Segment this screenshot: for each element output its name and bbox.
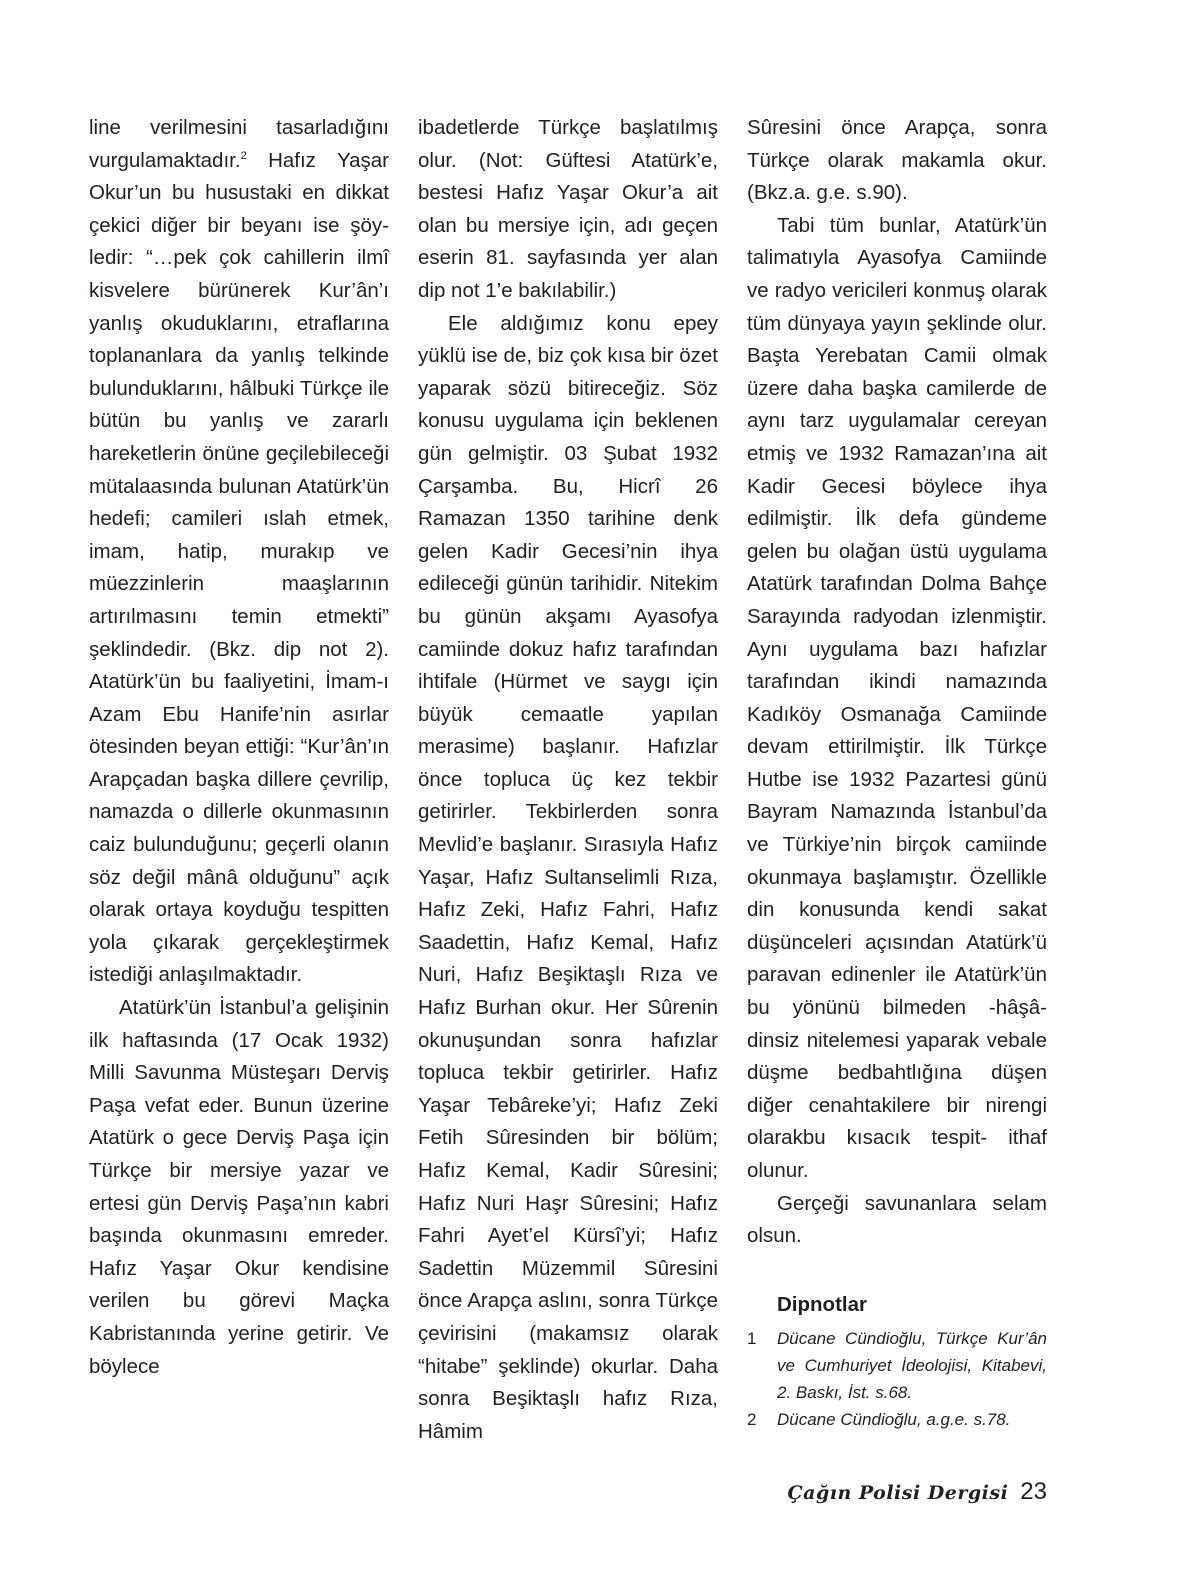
magazine-name: Çağın Polisi Dergisi — [787, 1482, 1009, 1504]
paragraph: Tabi tüm bunlar, Atatürk’ün talimatıyla Ayasofya Camiinde ve radyo vericileri konmuş olarak tüm dünyaya yayın şeklinde olur. Başta Yerebatan Camii olmak üzere daha başka camilerde de aynı tarz uygulamalar cereyan etmiş ve 1932 Ramazan’ına ait Kadir Gecesi böylece ihya edilmiştir. İlk defa gündeme gelen bu olağan üstü uygulama Atatürk tarafından Dolma Bahçe Sarayında radyodan izlenmiştir. Aynı uygulama bazı hafızlar tarafından ikindi namazında Kadıköy Osmanağa Camiinde devam ettirilmiştir. İlk Türkçe Hutbe ise 1932 Pazartesi günü Bayram Namazında İstanbul’da ve Türkiye’nin birçok camiinde okunmaya başlamıştır. Özellikle din konusunda kendi sakat düşünceleri açısından Atatürk’ü paravan edinenler ile Atatürk’ün bu yönünü bilmeden -hâşâ- dinsiz nitelemesi yaparak vebale düşme bedbahtlığına düşen diğer cenahtakilere bir nirengi olarakbu kısacık tespit- ithaf olunur. — [747, 213, 1047, 1182]
text-column-3 — [747, 112, 1047, 1433]
text-column-2 — [418, 112, 718, 1448]
paragraph — [89, 112, 389, 992]
paragraph: Gerçeği savunanlara selam olsun. — [747, 1191, 1047, 1248]
paragraph: Atatürk’ün İstanbul’a gelişinin ilk haftasında (17 Ocak 1932) Milli Savunma Müsteşarı Derviş Paşa vefat eder. Bunun üzerine Atatürk o gece Derviş Paşa için Türkçe bir mersiye yazar ve ertesi gün Derviş Paşa’nın kabri başında okunmasını emreder. Hafız Yaşar Okur kendisine verilen bu görevi Maçka Kabristanında yerine getirir. Ve böylece — [89, 996, 389, 1378]
footnote-text: Dücane Cündioğlu, Türkçe Kur’ân ve Cumhuriyet İdeolojisi, Kitabevi, 2. Baskı, İst. s.68. — [777, 1328, 1047, 1402]
paragraph: Sûresini önce Arapça, sonra Türkçe olarak makamla okur. (Bkz.a. g.e. s.90). — [747, 116, 1047, 205]
footnote-text: Dücane Cündioğlu, a.g.e. s.78. — [777, 1409, 1011, 1429]
paragraph: Ele aldığımız konu epey yüklü ise de, biz çok kısa bir özet yaparak sözü bitireceğiz. Söz konusu uygulama için beklenen gün gelmiştir. 03 Şubat 1932 Çarşamba. Bu, Hicrî 26 Ramazan 1350 tarihine denk gelen Kadir Gecesi’nin ihya edileceği günün tarihidir. Nitekim bu günün akşamı Ayasofya camiinde dokuz hafız tarafından ihtifale (Hürmet ve saygı için büyük cemaatle yapılan merasime) başlanır. Hafızlar önce topluca üç kez tekbir getirirler. Tekbirlerden sonra Mevlid’e başlanır. Sırasıyla Hafız Yaşar, Hafız Sultanselimli Rıza, Hafız Zeki, Hafız Fahri, Hafız Saadettin, Hafız Kemal, Hafız Nuri, Hafız Beşiktaşlı Rıza ve Hafız Burhan okur. Her Sûrenin okunuşundan sonra hafızlar topluca tekbir getirirler. Hafız Yaşar Tebâreke’yi; Hafız Zeki Fetih Sûresinden bir bölüm; Hafız Kemal, Kadir Sûresini; Hafız Nuri Haşr Sûresini; Hafız Fahri Ayet’el Kürsî’yi; Hafız Sadettin Müzemmil Sûresini önce Arapça aslını, sonra Türkçe çevirisini (makamsız olarak “hitabe” şeklinde) okurlar. Daha sonra Beşiktaşlı hafız Rıza, Hâmim — [418, 311, 718, 1443]
paragraph-text: Hafız Yaşar Okur’un bu husustaki en dikkat çekici diğer bir beyanı ise şöyledir: “…pek çok cahillerin ilmî kisvelere bürünerek Kur’ân’ı yanlış okuduklarını, etraflarına toplananlara da yanlış telkinde bulunduklarını, hâlbuki Türkçe ile bütün bu yanlış ve zararlı hareketlerin önüne geçilebileceği mütalaasında bulunan Atatürk’ün hedefi; camileri ıslah etmek, imam, hatip, murakıp ve müezzinlerin maaşlarının artırılmasını temin etmekti” şeklindedir. (Bkz. dip not 2). Atatürk’ün bu faaliyetini, İmam-ı Azam Ebu Hanife’nin asırlar ötesinden beyan ettiği: “Kur’ân’ın Arapçadan başka dillere çevrilip, namazda o dillerle okunmasının caiz bulunduğunu; geçerli olanın söz değil mânâ olduğunu” açık olarak ortaya koyduğu tespitten yola çıkarak gerçekleştirmek istediği anlaşılmaktadır. — [89, 148, 389, 987]
footnotes-heading: Dipnotlar — [777, 1292, 867, 1316]
paragraph-text: line verilmesini tasarladığını vurgulamaktadır. — [89, 116, 389, 172]
footnote-item — [747, 1325, 1047, 1406]
page-footer — [788, 1478, 1047, 1506]
footnote-number: 1 — [747, 1328, 757, 1348]
page-number: 23 — [1020, 1478, 1047, 1505]
footnote-reference[interactable]: 2 — [240, 149, 247, 162]
paragraph: ibadetlerde Türkçe başlatılmış olur. (Not: Güftesi Atatürk’e, bestesi Hafız Yaşar Okur’a ait olan bu mersiye için, adı geçen eserin 81. sayfasında yer alan dip not 1’e bakılabilir.) — [418, 116, 718, 302]
text-column-1 — [89, 112, 389, 1383]
footnote-number: 2 — [747, 1409, 757, 1429]
footnote-item — [747, 1406, 1047, 1433]
